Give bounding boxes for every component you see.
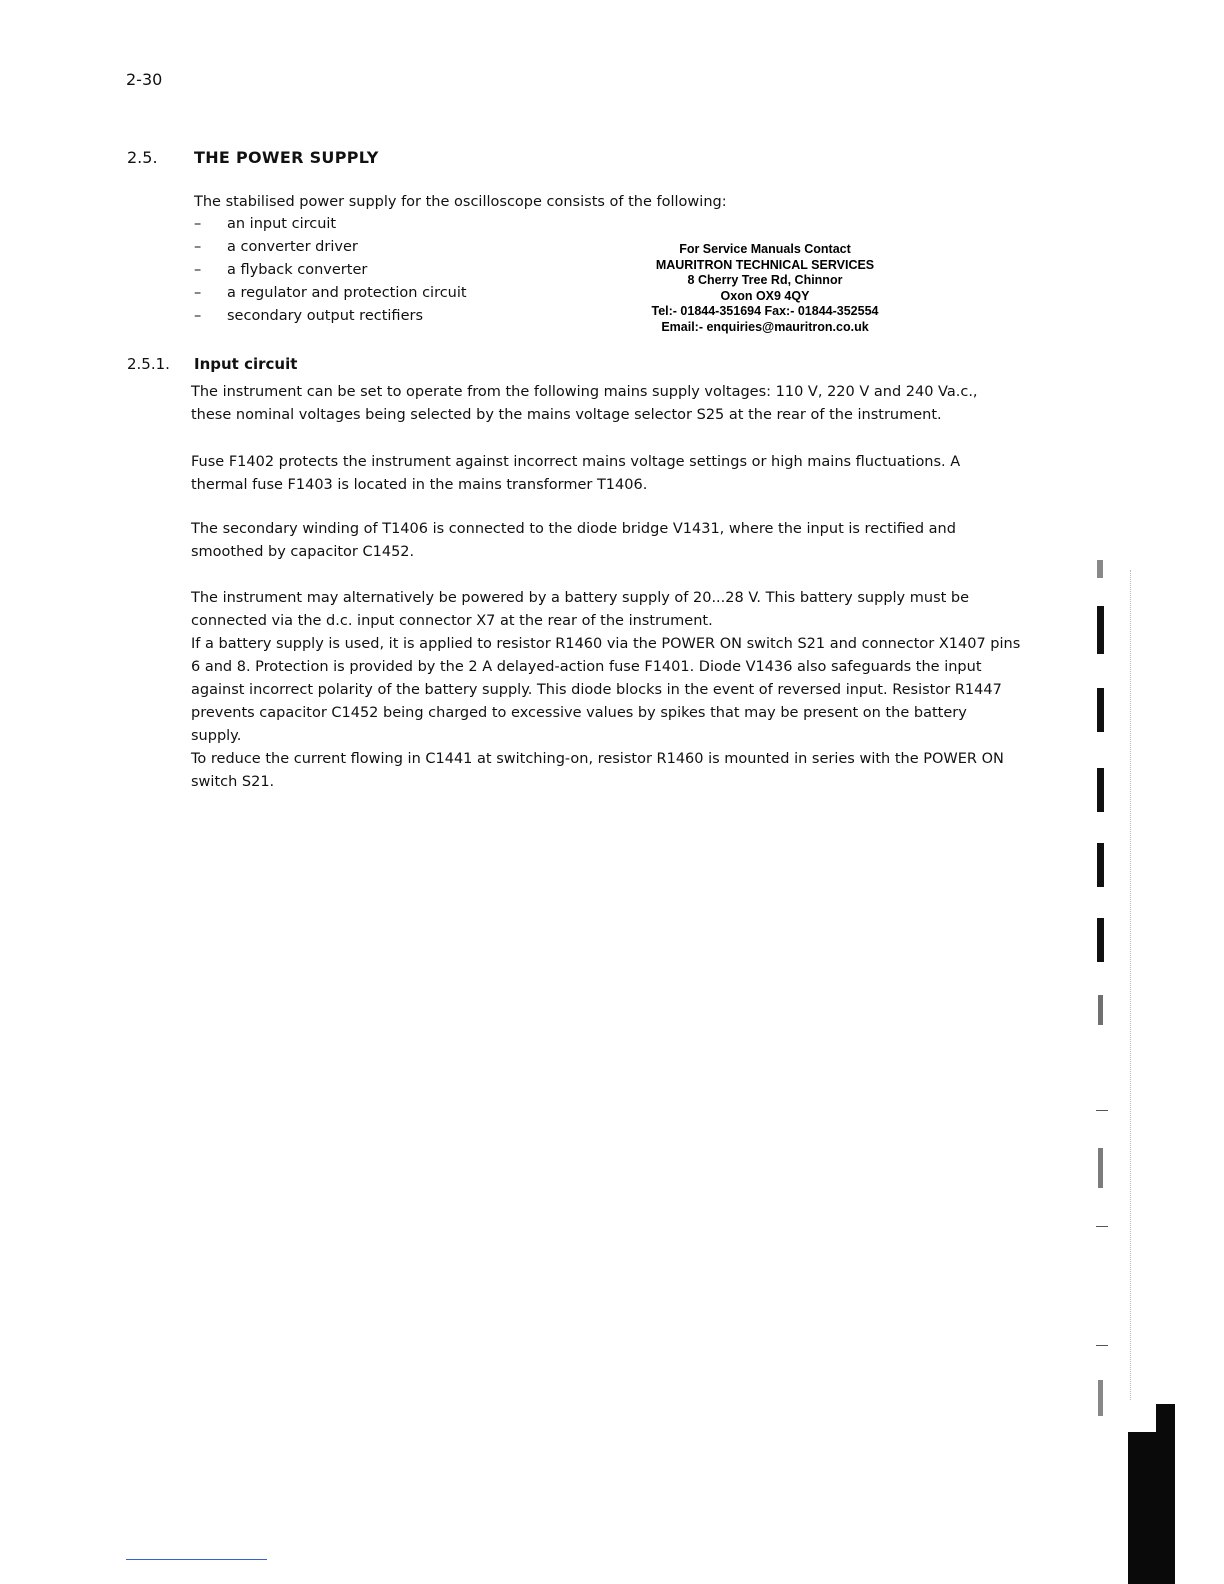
paragraph-text: Fuse F1402 protects the instrument against incorrect mains voltage settings or high mains fluctuations. A thermal fuse F1403 is located in the mains transformer T1406. bbox=[191, 454, 961, 493]
paragraph-text: The instrument may alternatively be powered by a battery supply of 20...28 V. This battery supply must be connected via the d.c. input connector X7 at the rear of the instrument. bbox=[191, 590, 970, 629]
list-dash: – bbox=[194, 239, 202, 255]
list-item bbox=[194, 282, 467, 305]
section-title: THE POWER SUPPLY bbox=[194, 148, 379, 167]
page-number: 2-30 bbox=[126, 70, 163, 89]
scan-tick bbox=[1096, 1345, 1108, 1346]
scan-edge-line bbox=[1130, 570, 1131, 1400]
list-dash: – bbox=[194, 262, 202, 278]
subsection-title: Input circuit bbox=[194, 355, 298, 373]
binding-mark bbox=[1097, 606, 1104, 654]
section-number: 2.5. bbox=[127, 148, 158, 167]
contact-line: For Service Manuals Contact bbox=[679, 242, 851, 256]
paragraph-text: The secondary winding of T1406 is connected to the diode bridge V1431, where the input is rectified and smoothed by capacitor C1452. bbox=[191, 521, 956, 560]
scan-tick bbox=[1096, 1226, 1108, 1227]
contact-line: Email:- enquiries@mauritron.co.uk bbox=[661, 319, 869, 334]
binding-mark bbox=[1097, 560, 1103, 578]
list-item bbox=[194, 305, 467, 328]
contact-line: Oxon OX9 4QY bbox=[720, 288, 810, 303]
page-edge-tab bbox=[1128, 1404, 1175, 1584]
list-dash: – bbox=[194, 216, 202, 232]
paragraph-secondary bbox=[191, 518, 1021, 564]
component-list bbox=[194, 213, 467, 328]
contact-line: MAURITRON TECHNICAL SERVICES bbox=[655, 257, 875, 272]
list-dash: – bbox=[194, 308, 202, 324]
list-item-text: a converter driver bbox=[227, 239, 358, 255]
paragraph-text: To reduce the current flowing in C1441 at switching-on, resistor R1460 is mounted in series with the POWER ON switch S21. bbox=[191, 751, 1004, 790]
section-intro: The stabilised power supply for the oscilloscope consists of the following: bbox=[194, 194, 727, 210]
contact-line: Tel:- 01844-351694 Fax:- 01844-352554 bbox=[651, 304, 879, 318]
subsection-number: 2.5.1. bbox=[127, 355, 170, 373]
paragraph-fuse bbox=[191, 451, 1021, 497]
contact-line: 8 Cherry Tree Rd, Chinnor bbox=[687, 273, 843, 287]
paragraph-text: If a battery supply is used, it is applied to resistor R1460 via the POWER ON switch S21 and connector X1407 pins 6 and 8. Protection is provided by the 2 A delayed-action fuse F1401. Diode V1436 also safeguards the input against incorrect polarity of the battery supply. This diode blocks in the event of reversed input. Resistor R1447 prevents capacitor C1452 being charged to excessive values by spikes that may be present on the battery supply. bbox=[191, 636, 1021, 744]
paragraph-mains bbox=[191, 381, 1021, 427]
binding-mark bbox=[1098, 995, 1103, 1025]
paragraph-text: The instrument can be set to operate from the following mains supply voltages: 110 V, 220 V and 240 Va.c., these nominal voltages being selected by the mains voltage selector S25 at the rear of the instrument. bbox=[191, 384, 978, 423]
list-item-text: an input circuit bbox=[227, 216, 337, 232]
footer-rule bbox=[126, 1559, 267, 1560]
binding-mark bbox=[1098, 1380, 1103, 1416]
binding-mark bbox=[1097, 768, 1104, 812]
list-item bbox=[194, 236, 467, 259]
list-dash: – bbox=[194, 285, 202, 301]
scan-tick bbox=[1096, 1110, 1108, 1111]
list-item-text: a flyback converter bbox=[227, 262, 368, 278]
binding-mark bbox=[1097, 918, 1104, 962]
list-item-text: secondary output rectifiers bbox=[227, 308, 424, 324]
list-item bbox=[194, 259, 467, 282]
binding-mark bbox=[1097, 688, 1104, 732]
service-contact-stamp bbox=[640, 242, 890, 335]
binding-mark bbox=[1098, 1148, 1103, 1188]
binding-mark bbox=[1097, 843, 1104, 887]
list-item-text: a regulator and protection circuit bbox=[227, 285, 467, 301]
list-item bbox=[194, 213, 467, 236]
paragraph-battery bbox=[191, 587, 1021, 794]
